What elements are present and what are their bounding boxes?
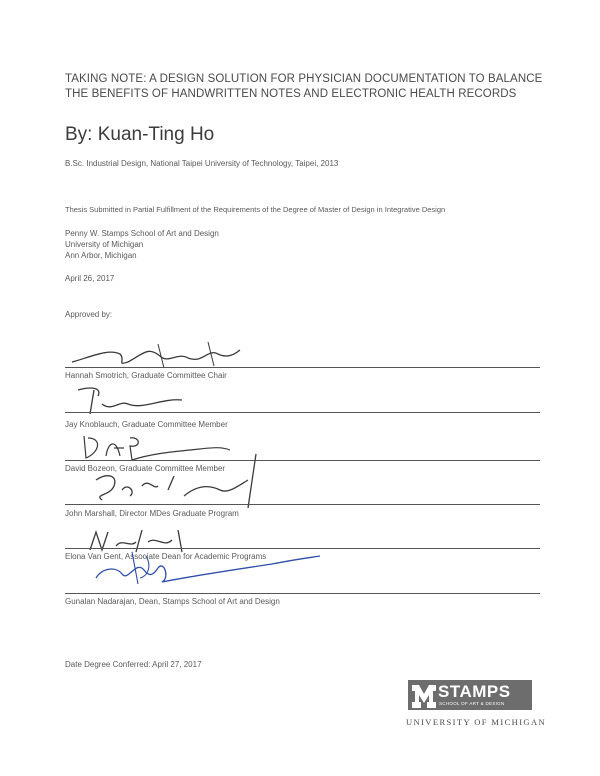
- title-line-2: THE BENEFITS OF HANDWRITTEN NOTES AND ELECTRONIC HEALTH RECORDS: [65, 88, 517, 100]
- signatory-5: Elona Van Gent, Associate Dean for Academic Programs: [65, 552, 267, 561]
- signature-6: [92, 548, 332, 588]
- thesis-title: [65, 72, 542, 102]
- signature-line-2: [65, 412, 540, 413]
- signatory-4: John Marshall, Director MDes Graduate Program: [65, 509, 239, 518]
- university-name: University of Michigan: [65, 240, 144, 249]
- signatory-6: Gunalan Nadarajan, Dean, Stamps School of Art and Design: [65, 597, 280, 606]
- thesis-statement: Thesis Submitted in Partial Fulfillment of the Requirements of the Degree of Master of Design in Integrative Design: [65, 205, 446, 214]
- signatory-2: Jay Knoblauch, Graduate Committee Member: [65, 420, 228, 429]
- signature-line-1: [65, 367, 540, 368]
- signatory-1: Hannah Smotrich, Graduate Committee Chair: [65, 371, 227, 380]
- signature-line-4: [65, 504, 540, 505]
- prior-degree: B.Sc. Industrial Design, National Taipei University of Technology, Taipei, 2013: [65, 159, 339, 168]
- logo-wordmark: STAMPS: [438, 682, 511, 701]
- signature-line-6: [65, 593, 540, 594]
- submission-date: April 26, 2017: [65, 274, 115, 283]
- institution-block: [65, 228, 219, 261]
- city-name: Ann Arbor, Michigan: [65, 251, 137, 260]
- signature-4: [88, 450, 268, 510]
- block-m-icon: [412, 682, 436, 708]
- school-name: Penny W. Stamps School of Art and Design: [65, 229, 219, 238]
- approved-label: Approved by:: [65, 310, 113, 319]
- stamps-logo: [408, 680, 532, 710]
- degree-conferred-date: Date Degree Conferred: April 27, 2017: [65, 660, 202, 669]
- signatory-3: David Bozeon, Graduate Committee Member: [65, 464, 226, 473]
- title-line-1: TAKING NOTE: A DESIGN SOLUTION FOR PHYSICIAN DOCUMENTATION TO BALANCE: [65, 73, 543, 85]
- logo-subtitle: SCHOOL OF ART & DESIGN: [439, 701, 505, 706]
- author-byline: By: Kuan-Ting Ho: [65, 124, 215, 145]
- university-wordmark: UNIVERSITY OF MICHIGAN: [406, 717, 547, 727]
